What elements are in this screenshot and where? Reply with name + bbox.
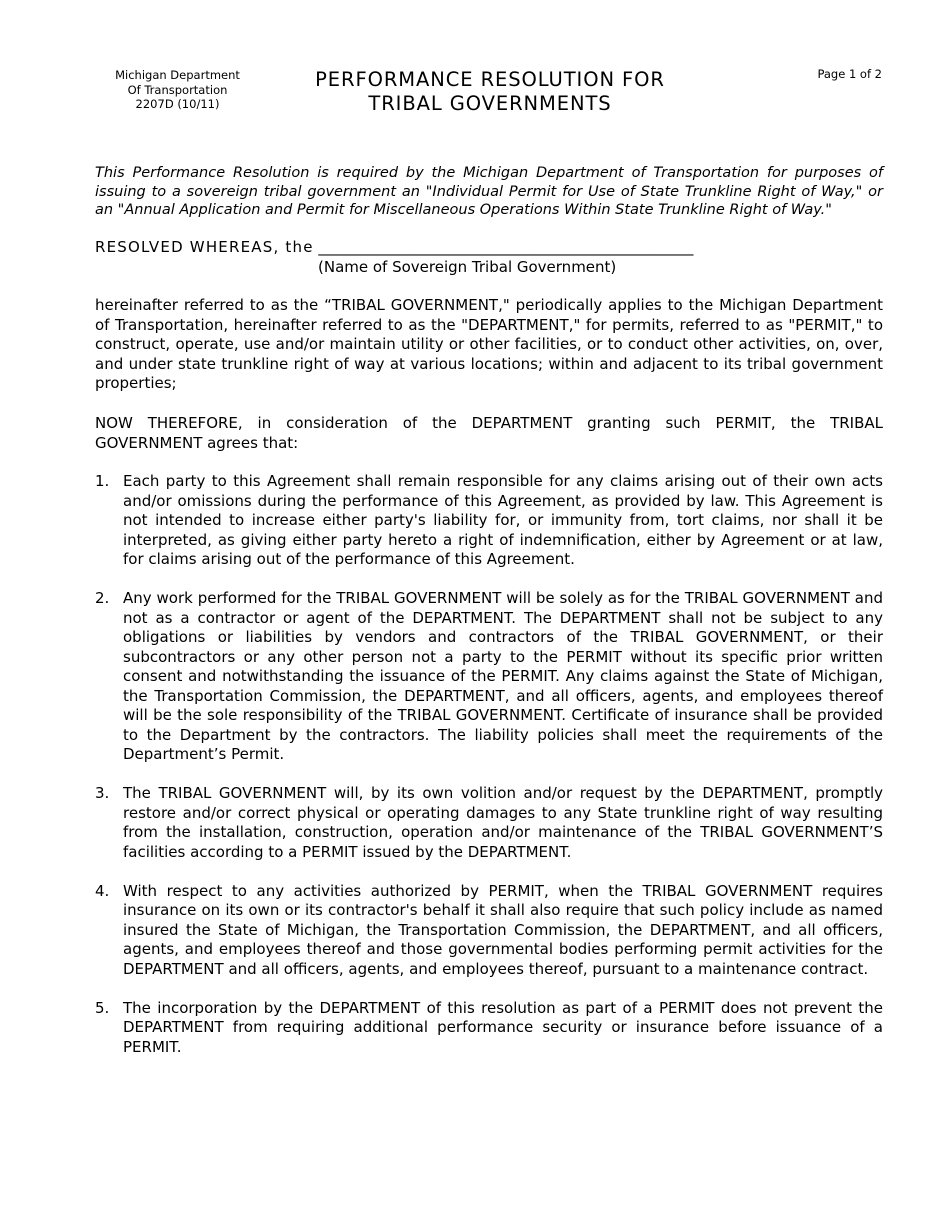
tribal-government-name-label: (Name of Sovereign Tribal Government) [318, 258, 617, 276]
list-item-number: 2. [95, 589, 110, 607]
page-number: Page 1 of 2 [817, 67, 882, 81]
list-item-text: Each party to this Agreement shall remain responsible for any claims arising out of their own acts and/or omissions during the performance of this Agreement, as provided by law. This Agreement is not intended to increase either party's liability for, or immunity from, tort claims, nor shall it be interpreted, as giving either party hereto a right of indemnification, either by Agreement or at law, for claims arising out of the performance of this Agreement. [123, 472, 883, 568]
list-item [95, 882, 883, 980]
list-item-text: With respect to any activities authorized by PERMIT, when the TRIBAL GOVERNMENT requires insurance on its own or its contractor's behalf it shall also require that such policy include as named insured the State of Michigan, the Transportation Commission, the DEPARTMENT, and all officers, agents, and employees thereof and those governmental bodies performing permit activities for the DEPARTMENT and all officers, agents, and employees thereof, pursuant to a maintenance contract. [123, 881, 883, 978]
intro-paragraph: This Performance Resolution is required by the Michigan Department of Transportation for purposes of issuing to a sovereign tribal government an "Individual Permit for Use of State Trunkline Right of Way," or an "Annual Application and Permit for Miscellaneous Operations Within State Trunkline Right of Way." [95, 165, 883, 218]
form-number: 2207D (10/11) [135, 97, 220, 111]
list-item-number: 3. [95, 784, 110, 802]
resolved-line [95, 238, 883, 257]
title-line2: TRIBAL GOVERNMENTS [368, 92, 612, 115]
list-item-number: 4. [95, 881, 110, 900]
list-item-text: The incorporation by the DEPARTMENT of this resolution as part of a PERMIT does not prevent the DEPARTMENT from requiring additional performance security or insurance before issuance of a PERMIT. [123, 998, 883, 1056]
list-item-text: The TRIBAL GOVERNMENT will, by its own volition and/or request by the DEPARTMENT, promptly restore and/or correct physical or operating damages to any State trunkline right of way resulting from the installation, construction, operation and/or maintenance of the TRIBAL GOVERNMENT’S facilities according to a PERMIT issued by the DEPARTMENT. [123, 784, 883, 861]
list-item [95, 589, 883, 765]
now-therefore-paragraph: NOW THEREFORE, in consideration of the DEPARTMENT granting such PERMIT, the TRIBAL GOVERNMENT agrees that: [95, 414, 883, 452]
hereinafter-paragraph: hereinafter referred to as the “TRIBAL GOVERNMENT," periodically applies to the Michigan Department of Transportation, hereinafter referred to as the "DEPARTMENT," for permits, referred to as "PERMIT," to construct, operate, use and/or maintain utility or other facilities, or to conduct other activities, on, over, and under state trunkline right of way at various locations; within and adjacent to its tribal government properties; [95, 296, 883, 392]
page-title [280, 68, 700, 116]
list-item-number: 5. [95, 998, 110, 1017]
list-item-text: Any work performed for the TRIBAL GOVERNMENT will be solely as for the TRIBAL GOVERNMENT and not as a contractor or agent of the DEPARTMENT. The DEPARTMENT shall not be subject to any obligations or liabilities by vendors and contractors of the TRIBAL GOVERNMENT, or their subcontractors or any other person not a party to the PERMIT without its specific prior written consent and notwithstanding the issuance of the PERMIT. Any claims against the State of Michigan, the Transportation Commission, the DEPARTMENT, and all officers, agents, and employees thereof will be the sole responsibility of the TRIBAL GOVERNMENT. Certificate of insurance shall be provided to the Department by the contractors. The liability policies shall meet the requirements of the Department’s Permit. [123, 589, 883, 763]
list-item-number: 1. [95, 472, 110, 490]
department-name-line1: Michigan Department [115, 68, 240, 82]
department-block [95, 68, 260, 112]
list-item [95, 472, 883, 570]
title-line1: PERFORMANCE RESOLUTION FOR [315, 68, 665, 91]
list-item [95, 784, 883, 862]
tribal-government-name-blank[interactable]: __________________________________________________ [318, 238, 694, 256]
list-item [95, 999, 883, 1058]
resolved-label: RESOLVED WHEREAS, the [95, 238, 314, 256]
agreement-list [95, 472, 883, 1077]
department-name-line2: Of Transportation [127, 82, 228, 97]
